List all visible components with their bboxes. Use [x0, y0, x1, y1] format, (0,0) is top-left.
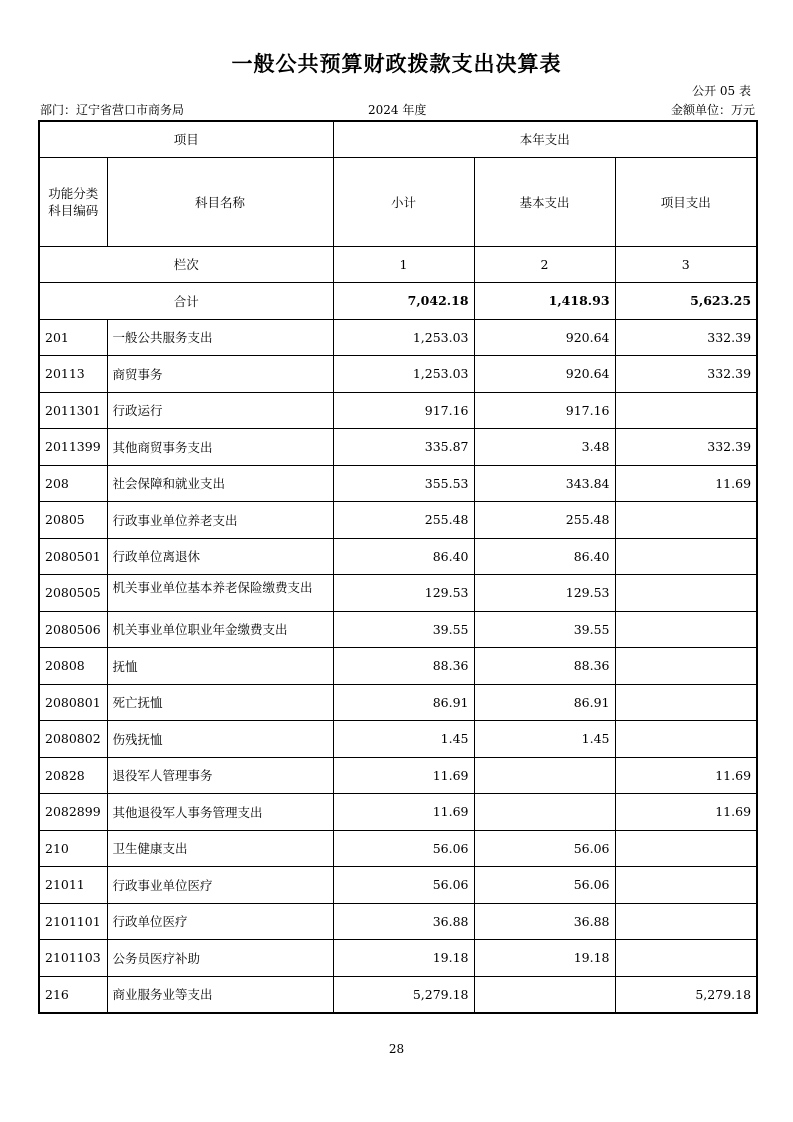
- row-basic: 36.88: [474, 903, 615, 940]
- table-row: [39, 903, 757, 940]
- row-name: 退役军人管理事务: [107, 757, 333, 794]
- header-item: 项目: [39, 121, 333, 157]
- total-basic: 1,418.93: [474, 282, 615, 319]
- meta-line: [38, 101, 755, 117]
- header-project: 项目支出: [615, 157, 757, 246]
- row-subtotal: 11.69: [333, 757, 474, 794]
- row-subtotal: 1,253.03: [333, 356, 474, 393]
- row-basic: 39.55: [474, 611, 615, 648]
- row-subtotal: 917.16: [333, 392, 474, 429]
- row-name: 行政事业单位医疗: [107, 867, 333, 904]
- row-subtotal: 36.88: [333, 903, 474, 940]
- page-number: 28: [388, 1042, 405, 1056]
- row-name: 行政单位医疗: [107, 903, 333, 940]
- row-project: [615, 538, 757, 575]
- row-project: 332.39: [615, 356, 757, 393]
- year-label: 2024 年度: [368, 103, 427, 117]
- row-basic: 920.64: [474, 356, 615, 393]
- row-name: 商业服务业等支出: [107, 976, 333, 1013]
- header-basic: 基本支出: [474, 157, 615, 246]
- row-subtotal: 355.53: [333, 465, 474, 502]
- row-project: 332.39: [615, 429, 757, 466]
- row-project: [615, 721, 757, 758]
- row-code: 216: [39, 976, 107, 1013]
- table-row: [39, 648, 757, 685]
- table-row: [39, 465, 757, 502]
- header-code: 功能分类科目编码: [39, 157, 107, 246]
- column-index-row: [39, 246, 757, 282]
- row-code: 208: [39, 465, 107, 502]
- row-basic: 129.53: [474, 575, 615, 612]
- table-row: [39, 721, 757, 758]
- row-code: 2080501: [39, 538, 107, 575]
- row-name: 公务员医疗补助: [107, 940, 333, 977]
- row-code: 201: [39, 319, 107, 356]
- table-row: [39, 392, 757, 429]
- row-project: [615, 648, 757, 685]
- row-project: 11.69: [615, 757, 757, 794]
- row-subtotal: 11.69: [333, 794, 474, 831]
- row-name: 机关事业单位基本养老保险缴费支出: [107, 575, 333, 612]
- department-label: 部门：辽宁省营口市商务局: [40, 103, 185, 117]
- table-row: [39, 976, 757, 1013]
- row-basic: 56.06: [474, 867, 615, 904]
- row-subtotal: 86.40: [333, 538, 474, 575]
- row-code: 20805: [39, 502, 107, 539]
- row-subtotal: 86.91: [333, 684, 474, 721]
- row-basic: 255.48: [474, 502, 615, 539]
- total-subtotal: 7,042.18: [333, 282, 474, 319]
- total-label: 合计: [39, 282, 333, 319]
- row-code: 2080802: [39, 721, 107, 758]
- row-code: 2101101: [39, 903, 107, 940]
- row-subtotal: 39.55: [333, 611, 474, 648]
- row-project: 11.69: [615, 794, 757, 831]
- row-name: 一般公共服务支出: [107, 319, 333, 356]
- page-title: 一般公共预算财政拨款支出决算表: [231, 52, 562, 76]
- row-basic: 343.84: [474, 465, 615, 502]
- row-subtotal: 5,279.18: [333, 976, 474, 1013]
- unit-label: 金额单位：万元: [670, 103, 755, 117]
- row-subtotal: 255.48: [333, 502, 474, 539]
- table-row: [39, 538, 757, 575]
- row-name: 行政事业单位养老支出: [107, 502, 333, 539]
- row-project: 332.39: [615, 319, 757, 356]
- row-name: 其他退役军人事务管理支出: [107, 794, 333, 831]
- row-basic: 56.06: [474, 830, 615, 867]
- row-name: 伤残抚恤: [107, 721, 333, 758]
- row-name: 抚恤: [107, 648, 333, 685]
- row-basic: 920.64: [474, 319, 615, 356]
- row-project: [615, 392, 757, 429]
- row-project: [615, 575, 757, 612]
- row-code: 2080801: [39, 684, 107, 721]
- row-project: [615, 830, 757, 867]
- table-row: [39, 502, 757, 539]
- table-row: [39, 575, 757, 612]
- row-project: 11.69: [615, 465, 757, 502]
- row-code: 2101103: [39, 940, 107, 977]
- row-code: 2011301: [39, 392, 107, 429]
- row-project: [615, 940, 757, 977]
- header-row-1: [39, 121, 757, 157]
- header-row-2: [39, 157, 757, 246]
- row-project: 5,279.18: [615, 976, 757, 1013]
- row-name: 行政运行: [107, 392, 333, 429]
- row-basic: 3.48: [474, 429, 615, 466]
- row-subtotal: 88.36: [333, 648, 474, 685]
- row-code: 2011399: [39, 429, 107, 466]
- row-code: 2082899: [39, 794, 107, 831]
- row-subtotal: 56.06: [333, 867, 474, 904]
- table-row: [39, 830, 757, 867]
- row-code: 210: [39, 830, 107, 867]
- row-subtotal: 1.45: [333, 721, 474, 758]
- row-basic: 88.36: [474, 648, 615, 685]
- column-index-2: 2: [474, 246, 615, 282]
- row-subtotal: 56.06: [333, 830, 474, 867]
- row-project: [615, 903, 757, 940]
- row-subtotal: 19.18: [333, 940, 474, 977]
- row-code: 20808: [39, 648, 107, 685]
- table-row: [39, 684, 757, 721]
- row-subtotal: 335.87: [333, 429, 474, 466]
- row-basic: [474, 976, 615, 1013]
- row-basic: 1.45: [474, 721, 615, 758]
- row-name: 卫生健康支出: [107, 830, 333, 867]
- column-index-label: 栏次: [39, 246, 333, 282]
- table-row: [39, 319, 757, 356]
- total-project: 5,623.25: [615, 282, 757, 319]
- table-row: [39, 611, 757, 648]
- row-code: 20828: [39, 757, 107, 794]
- row-project: [615, 611, 757, 648]
- table-row: [39, 757, 757, 794]
- header-subtotal: 小计: [333, 157, 474, 246]
- header-current-year: 本年支出: [333, 121, 757, 157]
- total-row: [39, 282, 757, 319]
- table-row: [39, 429, 757, 466]
- row-code: 2080506: [39, 611, 107, 648]
- row-code: 21011: [39, 867, 107, 904]
- row-name: 死亡抚恤: [107, 684, 333, 721]
- row-basic: [474, 757, 615, 794]
- row-project: [615, 684, 757, 721]
- row-basic: [474, 794, 615, 831]
- table-row: [39, 867, 757, 904]
- row-name: 其他商贸事务支出: [107, 429, 333, 466]
- row-name: 商贸事务: [107, 356, 333, 393]
- row-basic: 86.40: [474, 538, 615, 575]
- header-name: 科目名称: [107, 157, 333, 246]
- row-basic: 86.91: [474, 684, 615, 721]
- expenditure-table: [38, 120, 758, 1014]
- column-index-1: 1: [333, 246, 474, 282]
- row-project: [615, 867, 757, 904]
- table-row: [39, 940, 757, 977]
- row-code: 2080505: [39, 575, 107, 612]
- table-row: [39, 356, 757, 393]
- row-basic: 19.18: [474, 940, 615, 977]
- row-code: 20113: [39, 356, 107, 393]
- row-name: 社会保障和就业支出: [107, 465, 333, 502]
- row-name: 机关事业单位职业年金缴费支出: [107, 611, 333, 648]
- row-subtotal: 129.53: [333, 575, 474, 612]
- row-project: [615, 502, 757, 539]
- row-name: 行政单位离退休: [107, 538, 333, 575]
- form-number: 公开 05 表: [692, 84, 751, 98]
- row-basic: 917.16: [474, 392, 615, 429]
- table-row: [39, 794, 757, 831]
- row-subtotal: 1,253.03: [333, 319, 474, 356]
- column-index-3: 3: [615, 246, 757, 282]
